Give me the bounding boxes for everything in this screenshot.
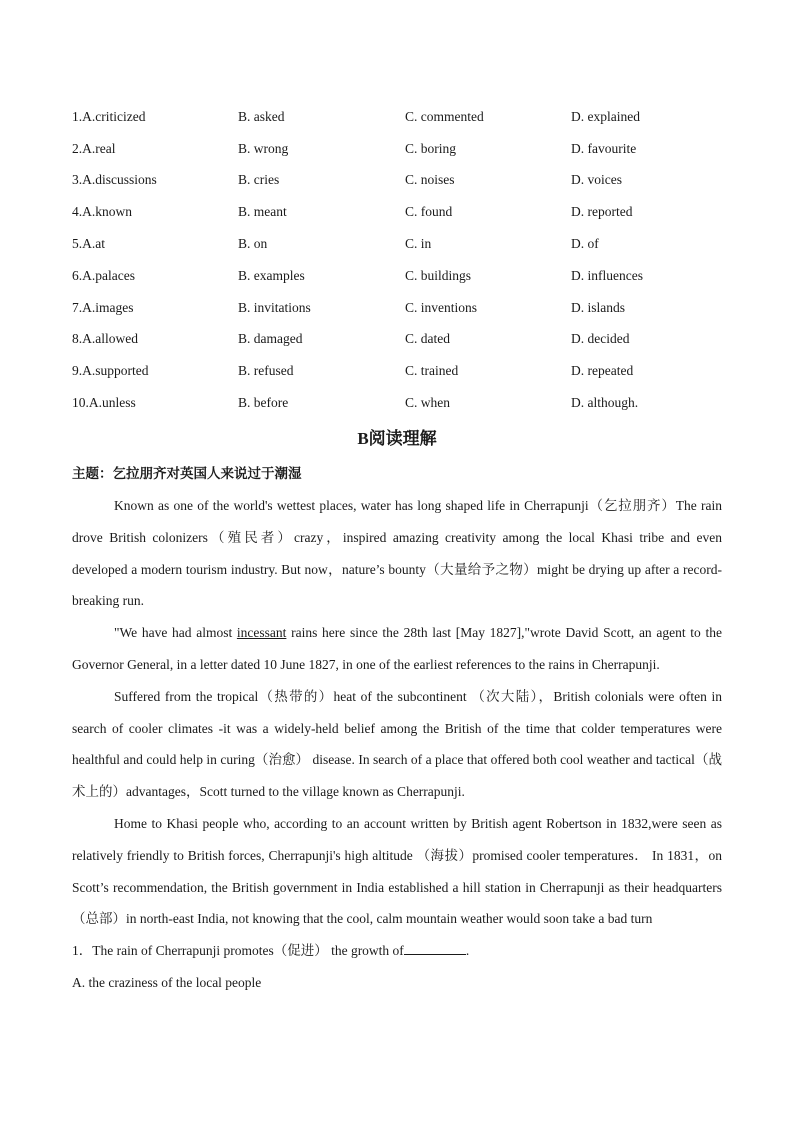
option-row bbox=[72, 355, 732, 387]
option-d: D. favourite bbox=[571, 140, 637, 156]
option-row bbox=[72, 260, 732, 292]
option-b: B. before bbox=[238, 395, 289, 411]
option-d: D. voices bbox=[571, 172, 622, 188]
option-a: 8.A.allowed bbox=[72, 331, 138, 347]
option-c: C. dated bbox=[405, 331, 450, 347]
paragraph-3: Suffered from the tropical（热带的）heat of the subcontinent （次大陆），British colonials were often in search of cooler climates -it was a widely-held belief among the British of the time that colder temperatures were healthful and could help in curing（治愈） disease. In search of a place that offered both cool weather and tactical（战术上的）advantages，Scott turned to the village known as Cherrapunji. bbox=[72, 688, 722, 800]
option-c: C. trained bbox=[405, 363, 459, 379]
option-b: B. asked bbox=[238, 108, 285, 124]
option-a: 10.A.unless bbox=[72, 395, 136, 411]
paragraph-2-start: "We have had almost bbox=[114, 625, 237, 641]
paragraph-2-rest: rains here since the 28th last [May 1827],"wrote David Scott, an agent to the Governor General, in a letter dated 10 June 1827, in one of the earliest references to the rains in Cherrapunji. bbox=[72, 625, 722, 672]
option-b: B. examples bbox=[238, 267, 305, 283]
option-a: 9.A.supported bbox=[72, 363, 149, 379]
topic-heading: 主题：乞拉朋齐对英国人来说过于潮湿 bbox=[72, 466, 302, 482]
option-c: C. found bbox=[405, 204, 453, 220]
option-row bbox=[72, 324, 732, 356]
option-row bbox=[72, 387, 732, 419]
option-d: D. of bbox=[571, 236, 599, 252]
option-c: C. when bbox=[405, 395, 450, 411]
reading-passage bbox=[72, 490, 722, 999]
option-d: D. although. bbox=[571, 395, 639, 411]
answer-blank bbox=[404, 942, 466, 955]
option-b: B. invitations bbox=[238, 299, 311, 315]
option-a: 7.A.images bbox=[72, 299, 134, 315]
question-1 bbox=[72, 935, 722, 967]
option-d: D. explained bbox=[571, 108, 640, 124]
question-option-a: A. the craziness of the local people bbox=[72, 974, 262, 990]
option-d: D. decided bbox=[571, 331, 630, 347]
option-a: 5.A.at bbox=[72, 236, 105, 252]
paragraph-2 bbox=[72, 617, 722, 681]
question-stem: 1．The rain of Cherrapunji promotes（促进） the growth of bbox=[72, 943, 404, 959]
option-c: C. boring bbox=[405, 140, 457, 156]
paragraph-4: Home to Khasi people who, according to an account written by British agent Robertson in 1832,were seen as relatively friendly to British forces, Cherrapunji's high altitude （海拔）promised cooler temperatures． In 1831，on Scott’s recommendation, the British government in India established a hill station in Cherrapunji as their headquarters（总部）in north-east India, not knowing that the cool, calm mountain weather would soon take a bad turn bbox=[72, 815, 722, 927]
question-end: . bbox=[465, 943, 470, 959]
section-title: B阅读理解 bbox=[357, 429, 437, 448]
option-row bbox=[72, 101, 732, 133]
option-d: D. influences bbox=[571, 267, 643, 283]
underlined-word: incessant bbox=[236, 625, 287, 641]
option-b: B. refused bbox=[238, 363, 294, 379]
option-d: D. islands bbox=[571, 299, 625, 315]
option-a: 1.A.criticized bbox=[72, 108, 146, 124]
option-c: C. in bbox=[405, 236, 432, 252]
option-c: C. inventions bbox=[405, 299, 478, 315]
option-c: C. noises bbox=[405, 172, 455, 188]
options-table bbox=[72, 101, 732, 419]
option-b: B. wrong bbox=[238, 140, 289, 156]
option-c: C. buildings bbox=[405, 267, 472, 283]
option-a: 2.A.real bbox=[72, 140, 116, 156]
option-a: 3.A.discussions bbox=[72, 172, 157, 188]
option-b: B. meant bbox=[238, 204, 287, 220]
option-a: 4.A.known bbox=[72, 204, 132, 220]
option-row bbox=[72, 196, 732, 228]
option-b: B. on bbox=[238, 236, 268, 252]
option-row bbox=[72, 292, 732, 324]
option-row bbox=[72, 133, 732, 165]
option-b: B. damaged bbox=[238, 331, 303, 347]
option-d: D. reported bbox=[571, 204, 633, 220]
option-a: 6.A.palaces bbox=[72, 267, 135, 283]
option-b: B. cries bbox=[238, 172, 280, 188]
option-row bbox=[72, 165, 732, 197]
paragraph-1: Known as one of the world's wettest places, water has long shaped life in Cherrapunji（乞拉朋齐）The rain drove British colonizers（殖民者）crazy，inspired amazing creativity among the local Khasi tribe and even developed a modern tourism industry. But now，nature’s bounty（大量给予之物）might be drying up after a record-breaking run. bbox=[72, 498, 722, 609]
option-row bbox=[72, 228, 732, 260]
option-d: D. repeated bbox=[571, 363, 634, 379]
option-c: C. commented bbox=[405, 108, 484, 124]
